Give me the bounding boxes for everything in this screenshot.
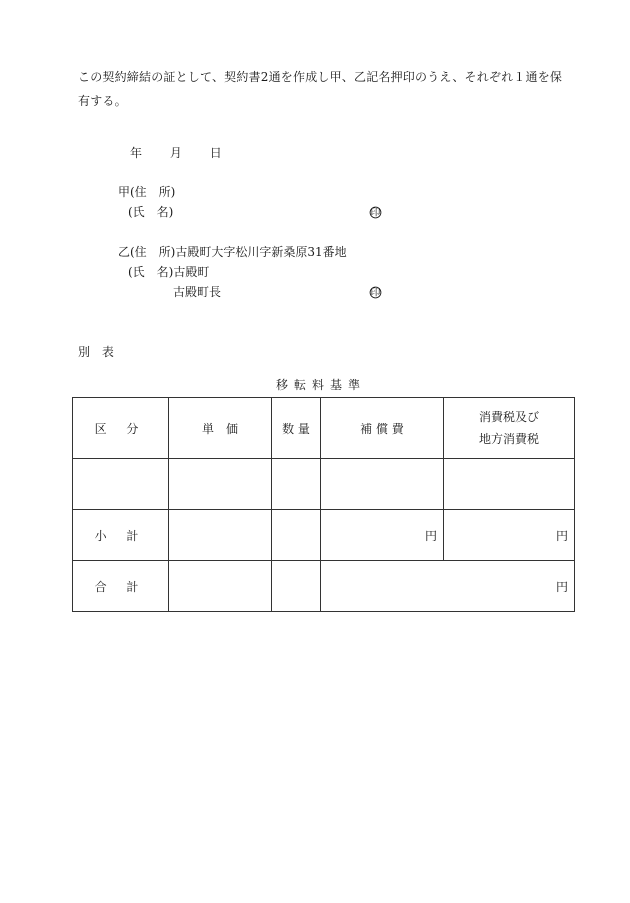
subtotal-compensation-yen: 円	[321, 510, 444, 561]
date-day: 日	[209, 146, 222, 160]
header-unit-price: 単 価	[169, 398, 272, 459]
table-row-subtotal	[73, 510, 575, 561]
annex-label: 別 表	[78, 345, 118, 359]
intro-paragraph: この契約締結の証として、契約書2通を作成し甲、乙記名押印のうえ、それぞれ１通を保有する。	[78, 70, 563, 108]
party-b-address-value: 古殿町大字松川字新桑原31番地	[175, 245, 347, 259]
party-b-address-label: 乙(住 所)	[118, 245, 176, 259]
contract-date	[130, 143, 222, 163]
table-row-total	[73, 561, 575, 612]
header-tax-line2: 地方消費税	[478, 432, 539, 446]
total-yen: 円	[321, 561, 575, 612]
subtotal-label: 小 計	[73, 510, 169, 561]
date-month: 月	[169, 146, 182, 160]
header-quantity: 数 量	[272, 398, 321, 459]
party-b-name-label: (氏 名)	[128, 265, 174, 279]
party-a-name-label: (氏 名)	[128, 205, 174, 219]
header-tax	[444, 398, 575, 459]
table-header-row	[73, 398, 575, 459]
party-b-address	[118, 242, 347, 262]
subtotal-tax-yen: 円	[444, 510, 575, 561]
total-label: 合 計	[73, 561, 169, 612]
fee-table	[72, 397, 575, 612]
header-category: 区 分	[73, 398, 169, 459]
party-b-seal-icon: 印	[370, 286, 381, 299]
header-compensation: 補 償 費	[321, 398, 444, 459]
table-row	[73, 459, 575, 510]
party-a-address-label: 甲(住 所)	[118, 185, 176, 199]
party-b-name	[128, 262, 209, 282]
party-a-seal-icon: 印	[370, 206, 381, 219]
party-b-title: 古殿町長	[173, 285, 222, 299]
party-b-name-value: 古殿町	[173, 265, 210, 279]
header-tax-line1: 消費税及び	[478, 410, 539, 424]
table-title: 移転料基準	[276, 378, 367, 392]
date-year: 年	[130, 146, 143, 160]
